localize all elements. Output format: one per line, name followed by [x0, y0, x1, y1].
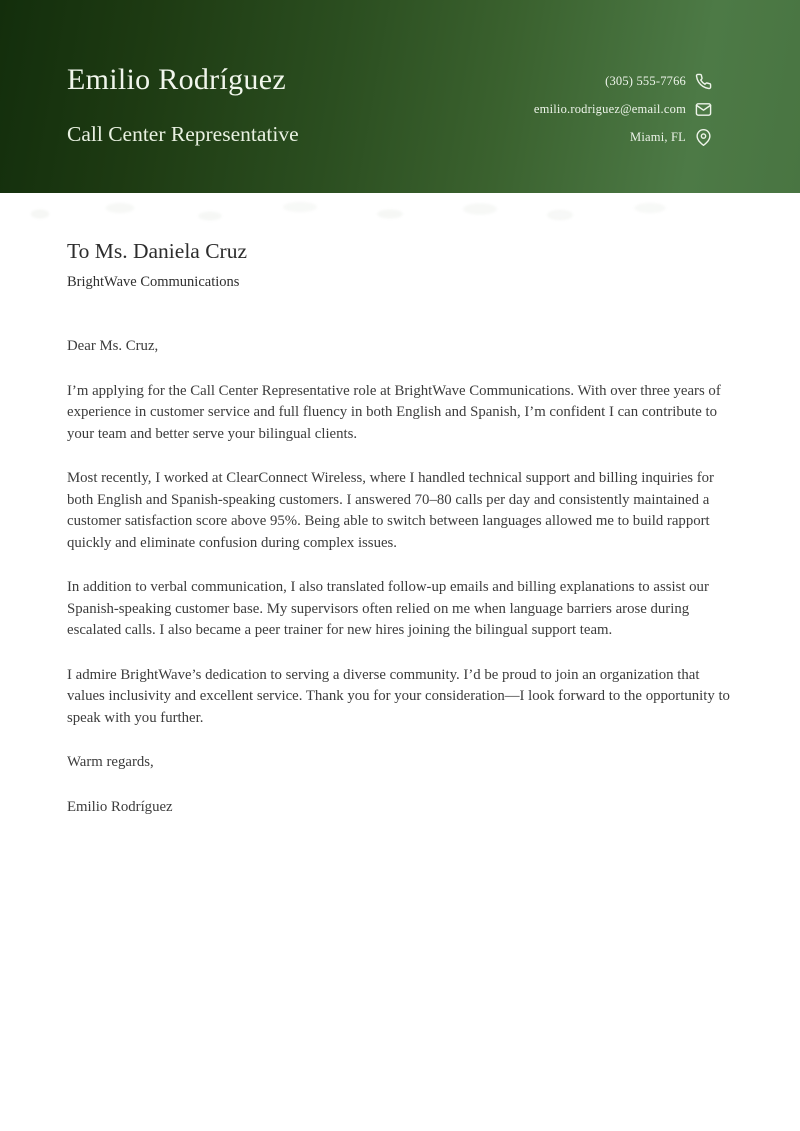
letter-paragraph: I’m applying for the Call Center Representative role at BrightWave Communications. With over three years of experience in customer service and full fluency in both English and Spanish, I’m confident I can contribute to your team and better serve your bilingual clients. — [67, 382, 721, 442]
mail-icon — [695, 101, 712, 118]
contact-location-row — [534, 128, 712, 146]
letter-paragraph: In addition to verbal communication, I also translated follow-up emails and billing explanations to assist our Spanish-speaking customer base. My supervisors often relied on me when language barriers arose during escalated calls. I also became a peer trainer for new hires joining the bilingual support team. — [67, 579, 709, 638]
location-text: Miami, FL — [630, 129, 686, 144]
contact-info — [534, 72, 712, 193]
letter-body — [0, 238, 800, 818]
recipient-name: To Ms. Daniela Cruz — [67, 239, 248, 263]
contact-phone-row — [534, 72, 712, 90]
signature-name: Emilio Rodríguez — [67, 798, 173, 815]
person-name: Emilio Rodríguez — [67, 63, 286, 96]
email-address: emilio.rodriguez@email.com — [533, 101, 686, 116]
location-icon — [695, 129, 712, 146]
letter-paragraph: I admire BrightWave’s dedication to serving a diverse community. I’d be proud to join an organization that values inclusivity and excellent service. Thank you for your consideration—I look forward to the opportunity to speak with you further. — [67, 666, 730, 726]
phone-number: (305) 555-7766 — [605, 73, 686, 88]
person-job-title: Call Center Representative — [67, 122, 299, 146]
letter-paragraph: Most recently, I worked at ClearConnect Wireless, where I handled technical support and billing inquiries for both English and Spanish-speaking customers. I answered 70–80 calls per day and consistently maintained a customer satisfaction score above 95%. Being able to switch between languages allowed me to build rapport quickly and eliminate confusion during complex issues. — [67, 470, 714, 551]
recipient-company: BrightWave Communications — [67, 274, 240, 290]
closing: Warm regards, — [67, 754, 154, 770]
scan-artifact-band — [0, 196, 740, 230]
contact-email-row — [534, 100, 712, 118]
header-identity — [67, 62, 299, 193]
phone-icon — [695, 73, 712, 90]
salutation: Dear Ms. Cruz, — [67, 338, 159, 354]
letter-header — [0, 0, 800, 193]
